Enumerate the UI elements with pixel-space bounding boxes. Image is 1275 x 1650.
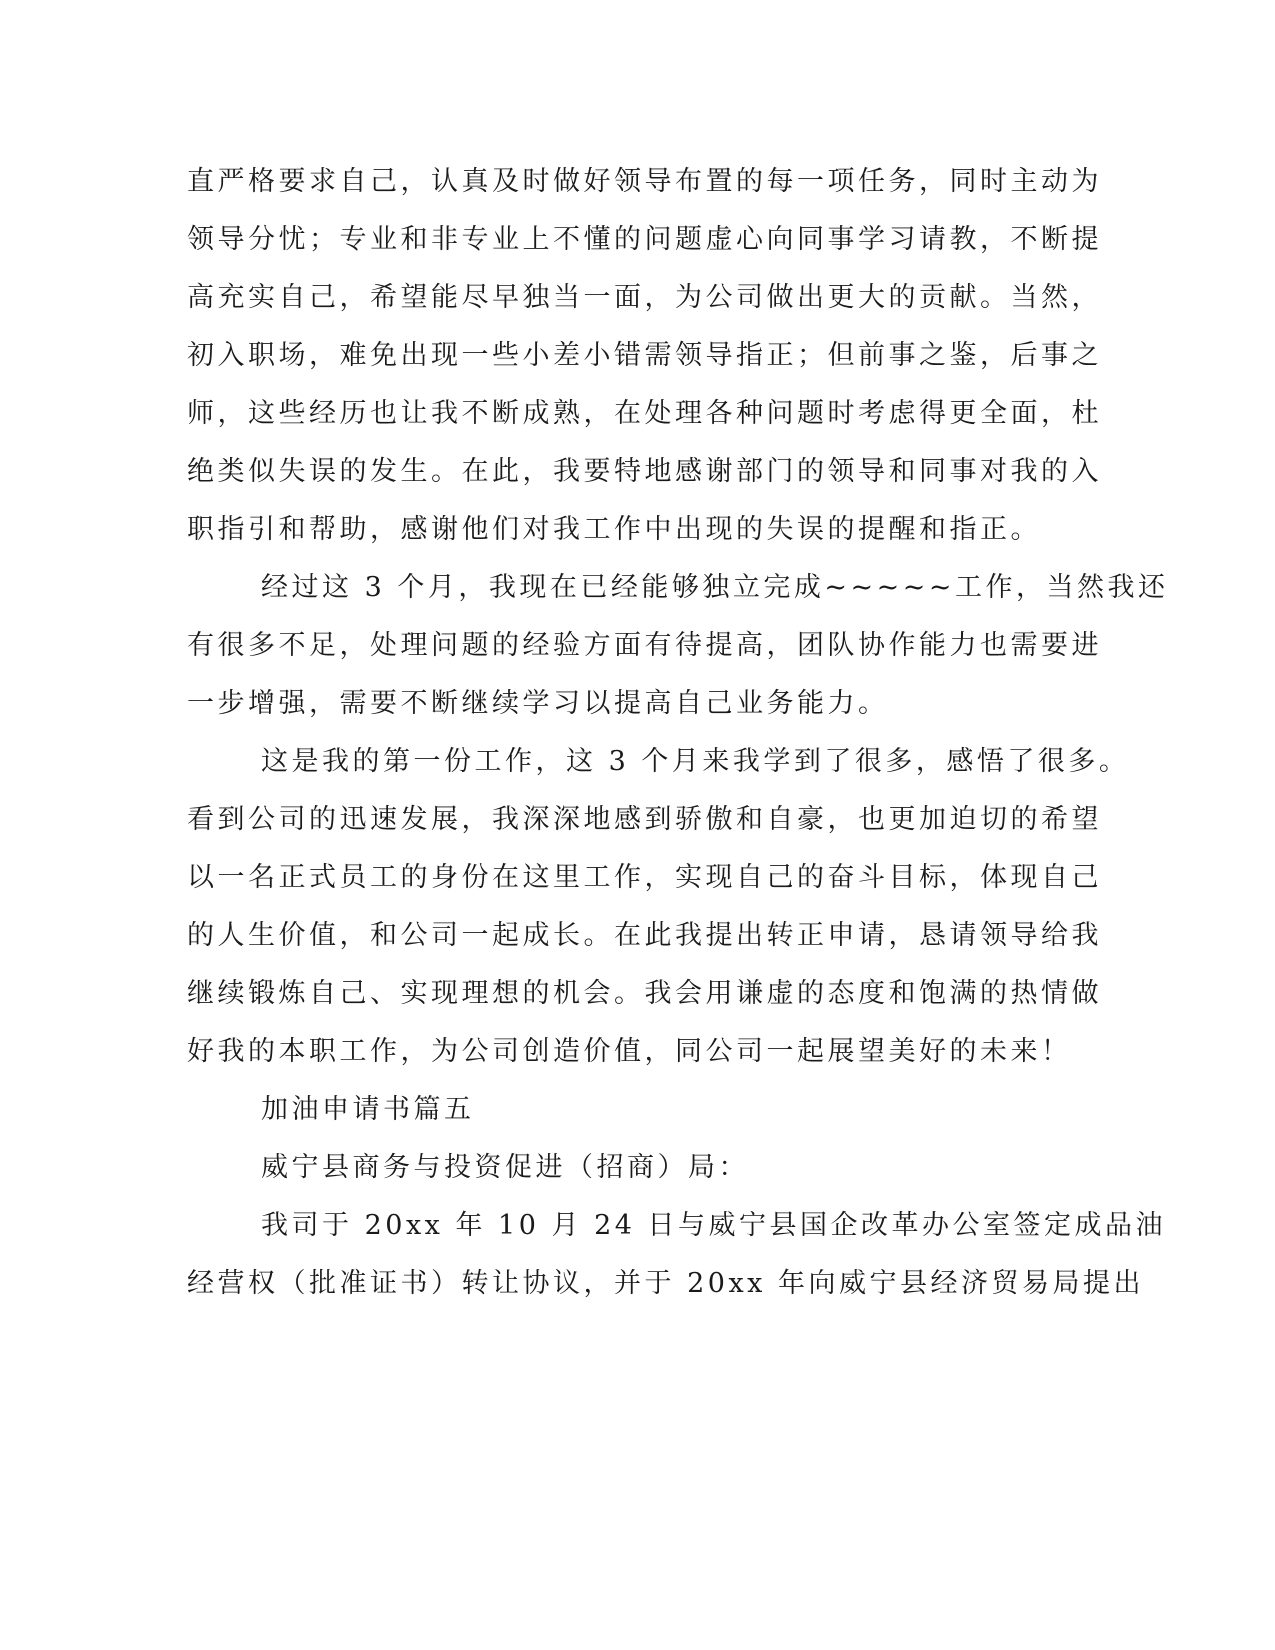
- text-line: 一步增强，需要不断继续学习以提高自己业务能力。: [187, 688, 889, 719]
- paragraph-first-line: 经过这 3 个月，我现在已经能够独立完成~~~~~工作，当然我还: [261, 572, 1169, 603]
- text-line: 初入职场，难免出现一些小差小错需领导指正；但前事之鉴，后事之: [187, 340, 1102, 371]
- text-line: 职指引和帮助，感谢他们对我工作中出现的失误的提醒和指正。: [187, 514, 1041, 545]
- paragraph-first-line: 这是我的第一份工作，这 3 个月来我学到了很多，感悟了很多。: [261, 746, 1130, 777]
- salutation: 威宁县商务与投资促进（招商）局：: [261, 1152, 749, 1183]
- text-line: 继续锻炼自己、实现理想的机会。我会用谦虚的态度和饱满的热情做: [187, 978, 1102, 1009]
- section-heading: 加油申请书篇五: [261, 1094, 475, 1125]
- paragraph-first-line: 我司于 20xx 年 10 月 24 日与威宁县国企改革办公室签定成品油: [261, 1210, 1167, 1241]
- text-line: 好我的本职工作，为公司创造价值，同公司一起展望美好的未来！: [187, 1036, 1072, 1067]
- text-line: 绝类似失误的发生。在此，我要特地感谢部门的领导和同事对我的入: [187, 456, 1102, 487]
- text-line: 看到公司的迅速发展，我深深地感到骄傲和自豪，也更加迫切的希望: [187, 804, 1102, 835]
- text-line: 高充实自己，希望能尽早独当一面，为公司做出更大的贡献。当然，: [187, 282, 1102, 313]
- text-line: 以一名正式员工的身份在这里工作，实现自己的奋斗目标，体现自己: [187, 862, 1102, 893]
- text-line: 直严格要求自己，认真及时做好领导布置的每一项任务，同时主动为: [187, 166, 1102, 197]
- text-line: 经营权（批准证书）转让协议，并于 20xx 年向威宁县经济贸易局提出: [187, 1268, 1144, 1299]
- text-line: 师，这些经历也让我不断成熟，在处理各种问题时考虑得更全面，杜: [187, 398, 1102, 429]
- text-line: 有很多不足，处理问题的经验方面有待提高，团队协作能力也需要进: [187, 630, 1102, 661]
- text-line: 领导分忧；专业和非专业上不懂的问题虚心向同事学习请教，不断提: [187, 224, 1102, 255]
- text-line: 的人生价值，和公司一起成长。在此我提出转正申请，恳请领导给我: [187, 920, 1102, 951]
